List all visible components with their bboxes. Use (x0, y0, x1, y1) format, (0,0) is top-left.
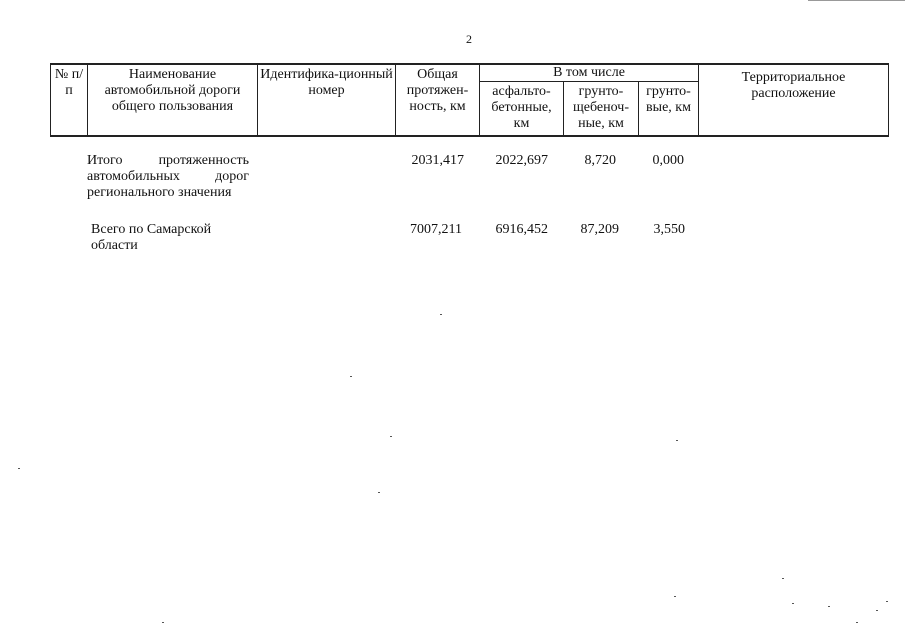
row-regional-dirt: 0,000 (652, 153, 684, 168)
row-grand-asphalt: 6916,452 (495, 222, 548, 237)
scan-speck (792, 603, 794, 604)
header-col-location: Территориальное расположение (699, 64, 889, 136)
scan-speck (876, 610, 878, 611)
scan-speck (18, 468, 20, 469)
header-col-asphalt: асфальто-бетонные, км (480, 82, 564, 136)
scan-speck (390, 436, 392, 437)
scan-speck (440, 314, 442, 315)
scan-speck (856, 622, 858, 623)
header-col-road-name: Наименование автомобильной дороги общего пользования (88, 64, 258, 136)
scan-speck (162, 622, 164, 623)
header-col-identifier: Идентифика-ционный номер (258, 64, 396, 136)
header-col-dirt: грунто-вые, км (639, 82, 699, 136)
row-grand-dirt: 3,550 (653, 222, 685, 237)
row-regional-total-label: Итого протяженность автомобильных дорог регионального значения (87, 153, 249, 200)
row-grand-gravel: 87,209 (580, 222, 619, 237)
header-col-number: № п/п (51, 64, 88, 136)
row-regional-gravel: 8,720 (584, 153, 616, 168)
header-col-total-length: Общая протяжен-ность, км (396, 64, 480, 136)
header-col-group: В том числе (480, 64, 699, 82)
scan-speck (782, 578, 784, 579)
scan-speck (674, 596, 676, 597)
header-col-gravel: грунто-щебеноч-ные, км (564, 82, 639, 136)
scan-speck (676, 440, 678, 441)
top-edge-rule (808, 0, 905, 1)
row-region-grand-total-label: Всего по Самарской области (91, 222, 212, 253)
scan-speck (886, 601, 888, 602)
scan-speck (378, 492, 380, 493)
table-header (50, 63, 889, 137)
row-grand-total-length: 7007,211 (410, 222, 462, 237)
scan-speck (828, 606, 830, 607)
scan-speck (350, 376, 352, 377)
row-regional-asphalt: 2022,697 (495, 153, 548, 168)
page-number: 2 (466, 32, 472, 46)
row-regional-total-length: 2031,417 (411, 153, 464, 168)
